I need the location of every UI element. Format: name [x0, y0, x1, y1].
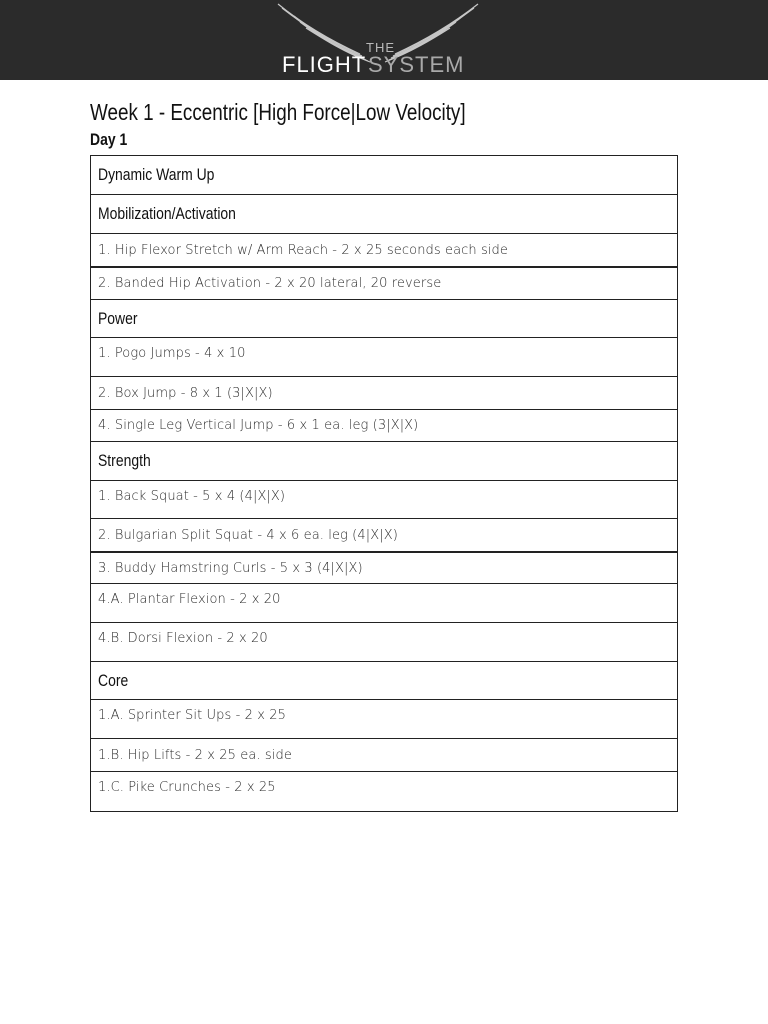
logo-the-text: THE [366, 40, 395, 55]
exercise-text: 1. Hip Flexor Stretch w/ Arm Reach - 2 x 25 seconds each side [98, 242, 509, 258]
exercise-text: 1. Pogo Jumps - 4 x 10 [98, 346, 246, 361]
section-heading-text: Core [98, 670, 129, 690]
header-banner [0, 0, 768, 80]
exercise-text: 1.A. Sprinter Sit Ups - 2 x 25 [98, 708, 286, 723]
day-label: Day 1 [90, 130, 128, 149]
page-title: Week 1 - Eccentric [High Force|Low Velocity] [90, 99, 466, 125]
exercise-text: 4.B. Dorsi Flexion - 2 x 20 [98, 631, 268, 646]
exercise-row [91, 481, 677, 519]
logo-flight-text: FLIGHT [282, 52, 367, 77]
exercise-text: 1. Back Squat - 5 x 4 (4|X|X) [98, 489, 286, 504]
exercise-row [91, 584, 677, 623]
exercise-row [91, 338, 677, 377]
workout-table [90, 155, 678, 812]
exercise-text: 1.C. Pike Crunches - 2 x 25 [98, 780, 276, 795]
logo-system-text: SYSTEM [368, 52, 465, 77]
exercise-row [91, 377, 677, 410]
exercise-row [91, 267, 677, 300]
section-heading-text: Mobilization/Activation [98, 204, 236, 223]
section-heading-text: Power [98, 308, 138, 328]
exercise-row [91, 623, 677, 662]
exercise-text: 4. Single Leg Vertical Jump - 6 x 1 ea. leg (3|X|X) [98, 418, 419, 433]
section-heading-strength [91, 442, 677, 481]
exercise-row [91, 700, 677, 739]
section-heading-mobilization [91, 195, 677, 234]
section-heading-text: Dynamic Warm Up [98, 165, 215, 184]
exercise-text: 1.B. Hip Lifts - 2 x 25 ea. side [98, 747, 292, 763]
section-heading-power [91, 300, 677, 338]
section-heading-text: Strength [98, 451, 151, 470]
exercise-row [91, 772, 677, 811]
exercise-text: 2. Bulgarian Split Squat - 4 x 6 ea. leg (4|X|X) [98, 527, 398, 543]
exercise-text: 2. Banded Hip Activation - 2 x 20 lateral, 20 reverse [98, 276, 442, 291]
exercise-text: 4.A. Plantar Flexion - 2 x 20 [98, 592, 281, 607]
section-heading-warm-up [91, 156, 677, 195]
exercise-row [91, 552, 677, 584]
section-heading-core [91, 662, 677, 700]
exercise-text: 3. Buddy Hamstring Curls - 5 x 3 (4|X|X) [98, 560, 363, 576]
exercise-row [91, 410, 677, 442]
exercise-row [91, 234, 677, 267]
exercise-row [91, 739, 677, 772]
exercise-row [91, 519, 677, 552]
exercise-text: 2. Box Jump - 8 x 1 (3|X|X) [98, 385, 273, 401]
